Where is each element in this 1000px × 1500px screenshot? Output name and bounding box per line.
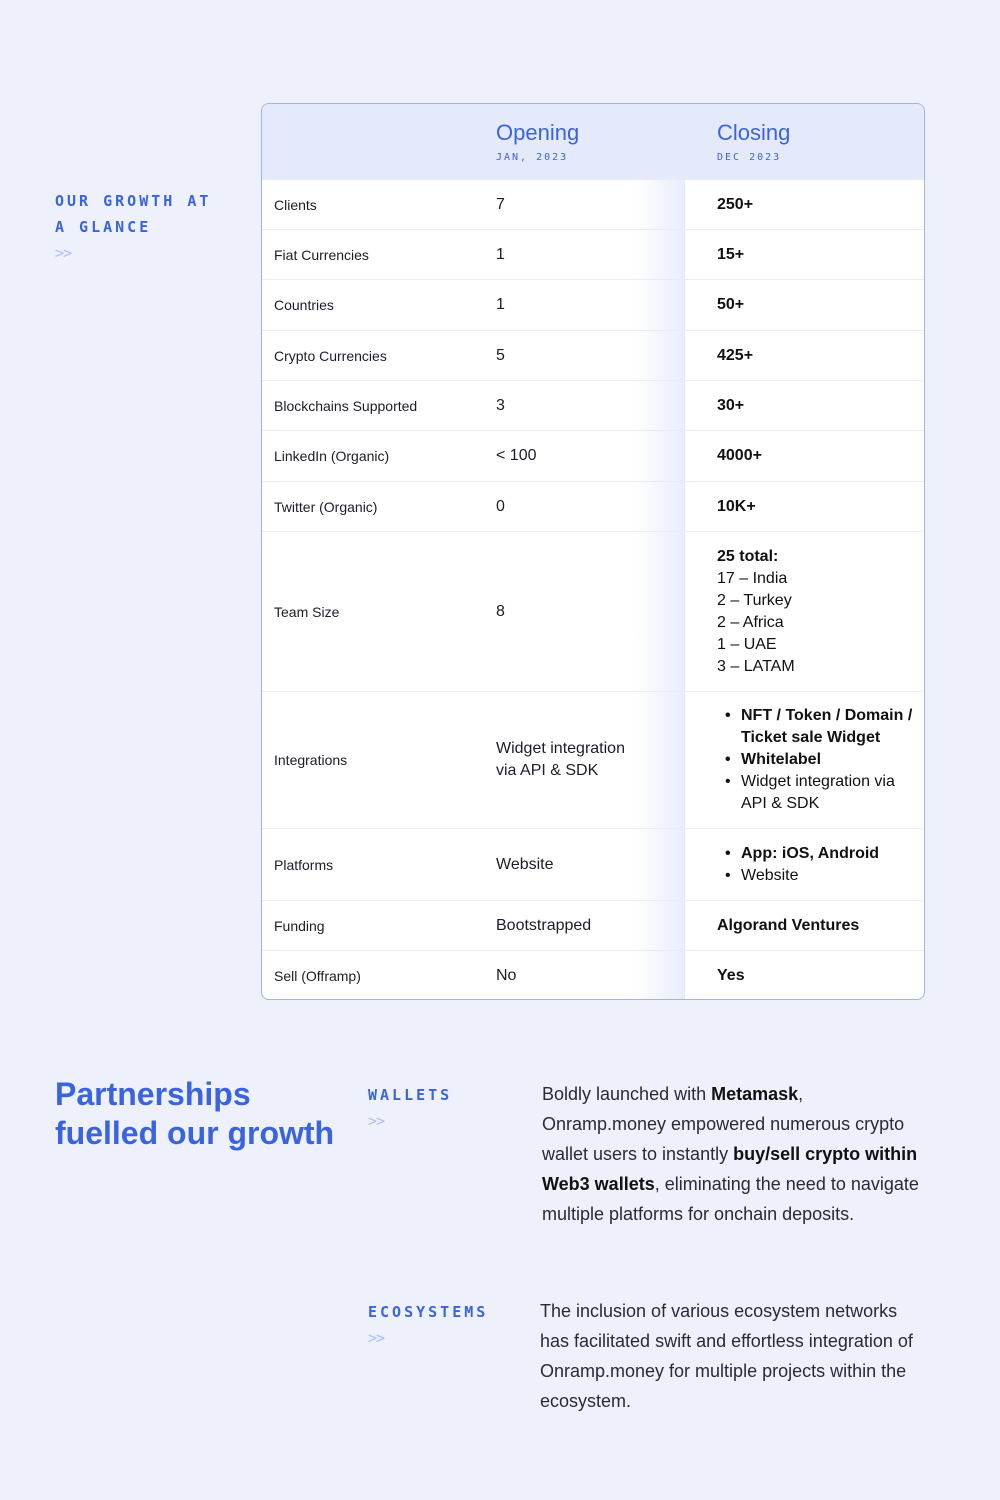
table-header bbox=[262, 104, 924, 179]
list-item: • Website bbox=[717, 865, 879, 887]
table-row: Clients 7 250+ bbox=[262, 179, 924, 229]
partnerships-title: Partnerships fuelled our growth bbox=[55, 1076, 335, 1151]
table-row: Crypto Currencies 5 425+ bbox=[262, 330, 924, 380]
growth-table bbox=[261, 103, 925, 1000]
ecosystems-section bbox=[368, 1299, 928, 1429]
table-row: Team Size 8 25 total: 17 – India 2 – Turkey 2 – Africa 1 – UAE 3 – LATAM bbox=[262, 531, 924, 691]
growth-heading bbox=[55, 188, 225, 262]
growth-heading-line2: A GLANCE bbox=[55, 218, 152, 236]
table-row: Funding Bootstrapped Algorand Ventures bbox=[262, 900, 924, 950]
chevron-right-icon: >> bbox=[368, 1112, 385, 1130]
chevron-right-icon: >> bbox=[368, 1329, 385, 1347]
table-row: Blockchains Supported 3 30+ bbox=[262, 380, 924, 430]
table-row: Twitter (Organic) 0 10K+ bbox=[262, 481, 924, 531]
table-row: Platforms Website • App: iOS, Android • Website bbox=[262, 828, 924, 900]
list-item: • Whitelabel bbox=[717, 749, 917, 771]
ecosystems-text: The inclusion of various ecosystem networks has facilitated swift and effortless integration of Onramp.money for multiple projects within the ecosystem. bbox=[540, 1301, 913, 1411]
table-row: Sell (Offramp) No Yes bbox=[262, 950, 924, 1000]
closing-header: Closing DEC 2023 bbox=[717, 120, 791, 163]
wallets-text: Boldly launched with Metamask, Onramp.money empowered numerous crypto wallet users to instantly buy/sell crypto within Web3 wallets, eliminating the need to navigate multiple platforms for onchain deposits. bbox=[542, 1084, 919, 1224]
table-row: Fiat Currencies 1 15+ bbox=[262, 229, 924, 279]
chevron-right-icon: >> bbox=[55, 244, 72, 262]
wallets-section bbox=[368, 1082, 928, 1262]
growth-heading-line1: OUR GROWTH AT bbox=[55, 192, 212, 210]
table-row: Countries 1 50+ bbox=[262, 279, 924, 330]
wallets-label: WALLETS bbox=[368, 1086, 453, 1104]
table-row: LinkedIn (Organic) < 100 4000+ bbox=[262, 430, 924, 481]
list-item: • NFT / Token / Domain / Ticket sale Widget bbox=[717, 705, 917, 749]
opening-header: Opening JAN, 2023 bbox=[496, 120, 580, 163]
ecosystems-label: ECOSYSTEMS bbox=[368, 1303, 489, 1321]
list-item: • App: iOS, Android bbox=[717, 843, 879, 865]
table-row: Integrations Widget integration via API & SDK • NFT / Token / Domain / Ticket sale Widget • Whitelabel • Widget integration via API & SDK bbox=[262, 691, 924, 828]
list-item: • Widget integration via API & SDK bbox=[717, 771, 917, 815]
